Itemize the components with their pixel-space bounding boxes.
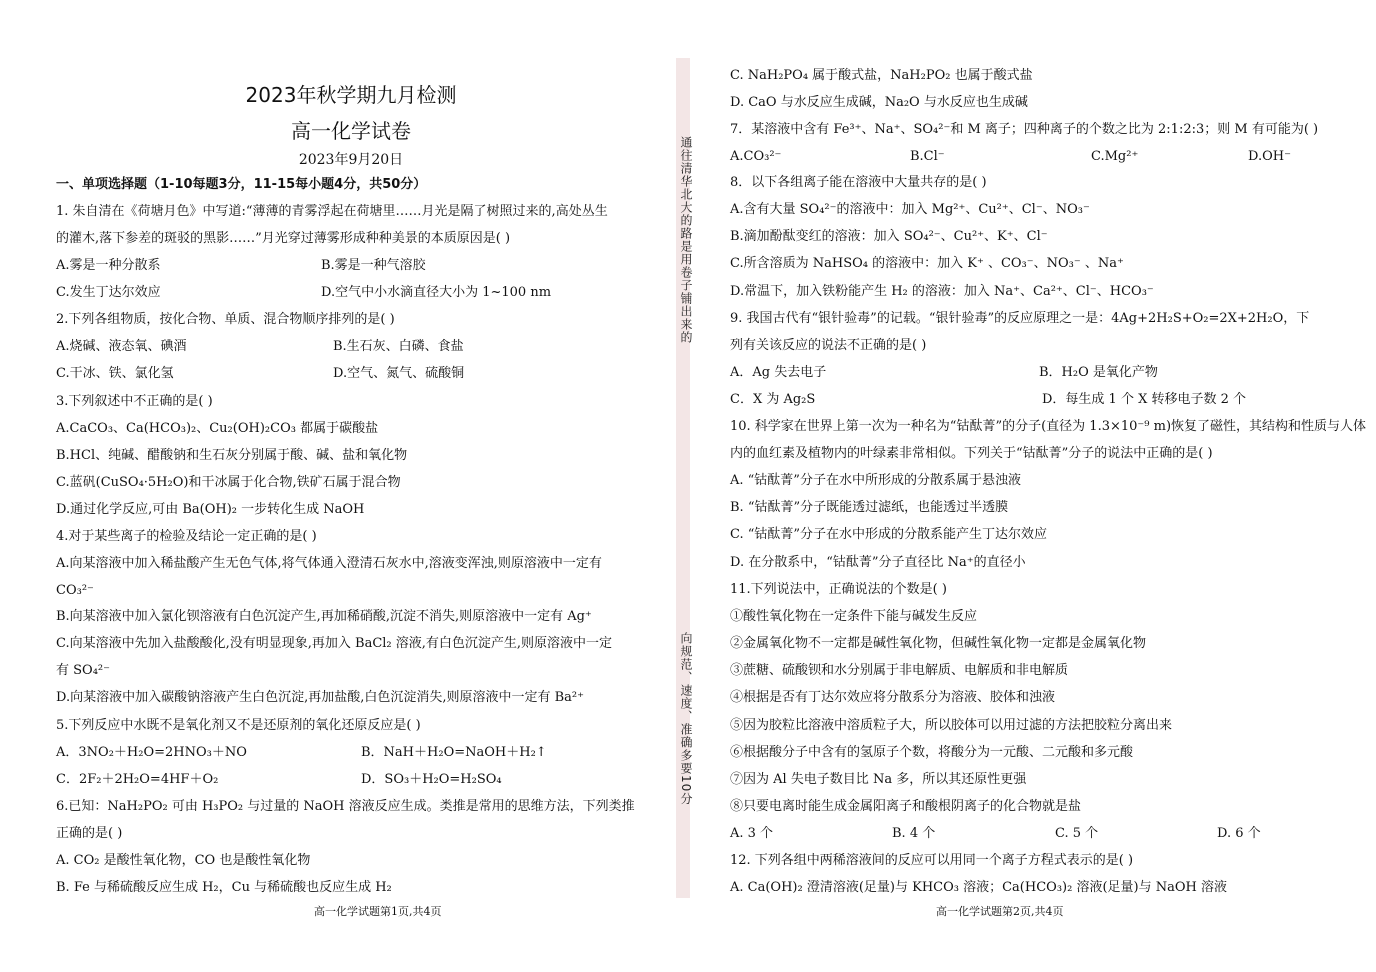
q6-option-d: D. CaO 与水反应生成碱，Na₂O 与水反应也生成碱 — [730, 95, 1028, 110]
q5-option-b: B．NaH＋H₂O=NaOH＋H₂↑ — [361, 745, 547, 760]
q8-option-a: A.含有大量 SO₄²⁻的溶液中：加入 Mg²⁺、Cu²⁺、Cl⁻、NO₃⁻ — [730, 202, 1090, 217]
right-page — [730, 0, 1367, 972]
q2-option-a: A.烧碱、液态氧、碘酒 — [56, 339, 187, 354]
q4-option-a: A.向某溶液中加入稀盐酸产生无色气体,将气体通入澄清石灰水中,溶液变浑浊,则原溶液中一定有 — [56, 556, 602, 571]
q11-option-b: B. 4 个 — [892, 826, 936, 841]
q11-statement-6: ⑥根据酸分子中含有的氢原子个数，将酸分为一元酸、二元酸和多元酸 — [730, 745, 1134, 760]
question-1: 1. 朱自清在《荷塘月色》中写道:“薄薄的青雾浮起在荷塘里……月光是隔了树照过来的,高处丛生 — [56, 204, 608, 219]
question-10: 10. 科学家在世界上第一次为一种名为“钴酞菁”的分子(直径为 1.3×10⁻⁹ m)恢复了磁性，其结构和性质与人体 — [730, 419, 1367, 434]
left-page — [56, 0, 646, 972]
question-3: 3.下列叙述中不正确的是( ) — [56, 394, 213, 409]
q7-option-a: A.CO₃²⁻ — [730, 149, 782, 164]
q9-option-b: B．H₂O 是氧化产物 — [1039, 365, 1158, 380]
gutter-slogan-top: 通往清华北大的路是用卷子铺出来的 — [679, 136, 693, 344]
q11-statement-5: ⑤因为胶粒比溶液中溶质粒子大，所以胶体可以用过滤的方法把胶粒分离出来 — [730, 718, 1173, 733]
q11-option-d: D. 6 个 — [1217, 826, 1261, 841]
q6-option-a: A. CO₂ 是酸性氧化物，CO 也是酸性氧化物 — [56, 853, 311, 868]
q5-option-a: A．3NO₂＋H₂O=2HNO₃＋NO — [56, 745, 247, 760]
q10-option-a: A. “钴酞菁”分子在水中所形成的分散系属于悬浊液 — [730, 473, 1021, 488]
page-footer-2: 高一化学试题第2页,共4页 — [936, 905, 1064, 918]
q6-option-b: B. Fe 与稀硫酸反应生成 H₂，Cu 与稀硫酸也反应生成 H₂ — [56, 880, 392, 895]
q5-option-c: C．2F₂＋2H₂O=4HF＋O₂ — [56, 772, 219, 787]
q1-option-b: B.雾是一种气溶胶 — [321, 258, 426, 273]
q2-option-c: C.干冰、铁、氯化氢 — [56, 366, 174, 381]
q11-statement-1: ①酸性氧化物在一定条件下能与碱发生反应 — [730, 609, 978, 624]
exam-subtitle: 高一化学试卷 — [291, 119, 411, 143]
q10-option-b: B. “钴酞菁”分子既能透过滤纸，也能透过半透膜 — [730, 500, 1009, 515]
q7-option-b: B.Cl⁻ — [910, 149, 945, 164]
exam-date: 2023年9月20日 — [298, 152, 404, 168]
q3-option-c: C.蓝矾(CuSO₄·5H₂O)和干冰属于化合物,铁矿石属于混合物 — [56, 475, 401, 490]
question-9: 9. 我国古代有“银针验毒”的记载。“银针验毒”的反应原理之一是：4Ag+2H₂S+O₂=2X+2H₂O，下 — [730, 311, 1310, 326]
q1-option-a: A.雾是一种分散系 — [56, 258, 161, 273]
q1-option-c: C.发生丁达尔效应 — [56, 285, 161, 300]
q4-option-a-cont: CO₃²⁻ — [56, 583, 94, 598]
question-12: 12. 下列各组中两稀溶液间的反应可以用同一个离子方程式表示的是( ) — [730, 853, 1134, 868]
q7-option-c: C.Mg²⁺ — [1091, 149, 1139, 164]
question-11: 11.下列说法中，正确说法的个数是( ) — [730, 582, 947, 597]
gutter-slogan-bottom: 向规范、速度、准确多要10分 — [679, 632, 693, 806]
question-1-cont: 的灌木,落下参差的斑驳的黑影……”月光穿过薄雾形成种种美景的本质原因是( ) — [56, 231, 511, 246]
q11-option-a: A. 3 个 — [730, 826, 774, 841]
q3-option-d: D.通过化学反应,可由 Ba(OH)₂ 一步转化生成 NaOH — [56, 502, 365, 517]
q1-option-d: D.空气中小水滴直径大小为 1~100 nm — [321, 285, 552, 300]
q11-option-c: C. 5 个 — [1055, 826, 1099, 841]
q2-option-b: B.生石灰、白磷、食盐 — [333, 339, 464, 354]
q6-option-c: C. NaH₂PO₄ 属于酸式盐，NaH₂PO₂ 也属于酸式盐 — [730, 68, 1033, 83]
question-10-cont: 内的血红素及植物内的叶绿素非常相似。下列关于“钴酞菁”分子的说法中正确的是( ) — [730, 446, 1213, 461]
q2-option-d: D.空气、氮气、硫酸铜 — [333, 366, 465, 381]
question-9-cont: 列有关该反应的说法不正确的是( ) — [730, 338, 927, 353]
q4-option-c-cont: 有 SO₄²⁻ — [56, 663, 110, 678]
q4-option-b: B.向某溶液中加入氯化钡溶液有白色沉淀产生,再加稀硝酸,沉淀不消失,则原溶液中一定有 Ag⁺ — [56, 609, 592, 624]
q11-statement-7: ⑦因为 Al 失电子数目比 Na 多，所以其还原性更强 — [730, 772, 1027, 787]
q11-statement-3: ③蔗糖、硫酸钡和水分别属于非电解质、电解质和非电解质 — [730, 663, 1069, 678]
q11-statement-8: ⑧只要电离时能生成金属阳离子和酸根阴离子的化合物就是盐 — [730, 799, 1082, 814]
question-6-cont: 正确的是( ) — [56, 826, 123, 841]
question-2: 2.下列各组物质，按化合物、单质、混合物顺序排列的是( ) — [56, 312, 395, 327]
q4-option-c: C.向某溶液中先加入盐酸酸化,没有明显现象,再加入 BaCl₂ 溶液,有白色沉淀产生,则原溶液中一定 — [56, 636, 613, 651]
page-footer-1: 高一化学试题第1页,共4页 — [314, 905, 442, 918]
q4-option-d: D.向某溶液中加入碳酸钠溶液产生白色沉淀,再加盐酸,白色沉淀消失,则原溶液中一定有 Ba²⁺ — [56, 690, 584, 705]
q11-statement-4: ④根据是否有丁达尔效应将分散系分为溶液、胶体和浊液 — [730, 690, 1056, 705]
q8-option-b: B.滴加酚酞变红的溶液：加入 SO₄²⁻、Cu²⁺、K⁺、Cl⁻ — [730, 229, 1048, 244]
question-6: 6.已知：NaH₂PO₂ 可由 H₃PO₂ 与过量的 NaOH 溶液反应生成。类推是常用的思维方法，下列类推 — [56, 799, 635, 814]
q11-statement-2: ②金属氧化物不一定都是碱性氧化物，但碱性氧化物一定都是金属氧化物 — [730, 636, 1147, 651]
question-8: 8．以下各组离子能在溶液中大量共存的是( ) — [730, 175, 987, 190]
q3-option-b: B.HCl、纯碱、醋酸钠和生石灰分别属于酸、碱、盐和氧化物 — [56, 448, 408, 463]
exam-title: 2023年秋学期九月检测 — [245, 83, 457, 107]
q9-option-d: D．每生成 1 个 X 转移电子数 2 个 — [1042, 392, 1247, 407]
q8-option-d: D.常温下，加入铁粉能产生 H₂ 的溶液：加入 Na⁺、Ca²⁺、Cl⁻、HCO₃⁻ — [730, 284, 1154, 299]
q8-option-c: C.所含溶质为 NaHSO₄ 的溶液中：加入 K⁺ 、CO₃⁻、NO₃⁻ 、Na⁺ — [730, 256, 1124, 271]
q10-option-d: D. 在分散系中，“钴酞菁”分子直径比 Na⁺的直径小 — [730, 555, 1026, 570]
question-5: 5.下列反应中水既不是氧化剂又不是还原剂的氧化还原反应是( ) — [56, 718, 421, 733]
section-heading: 一、单项选择题（1-10每题3分，11-15每小题4分，共50分） — [56, 177, 427, 192]
q10-option-c: C. “钴酞菁”分子在水中形成的分散系能产生丁达尔效应 — [730, 527, 1048, 542]
question-4: 4.对于某些离子的检验及结论一定正确的是( ) — [56, 529, 317, 544]
q7-option-d: D.OH⁻ — [1248, 149, 1291, 164]
q12-option-a: A. Ca(OH)₂ 澄清溶液(足量)与 KHCO₃ 溶液；Ca(HCO₃)₂ 溶液(足量)与 NaOH 溶液 — [730, 880, 1227, 895]
q5-option-d: D．SO₃＋H₂O=H₂SO₄ — [361, 772, 502, 787]
question-7: 7．某溶液中含有 Fe³⁺、Na⁺、SO₄²⁻和 M 离子；四种离子的个数之比为 2:1:2:3；则 M 有可能为( ) — [730, 122, 1319, 137]
q3-option-a: A.CaCO₃、Ca(HCO₃)₂、Cu₂(OH)₂CO₃ 都属于碳酸盐 — [56, 421, 379, 436]
q9-option-a: A．Ag 失去电子 — [730, 365, 827, 380]
q9-option-c: C．X 为 Ag₂S — [730, 392, 816, 407]
